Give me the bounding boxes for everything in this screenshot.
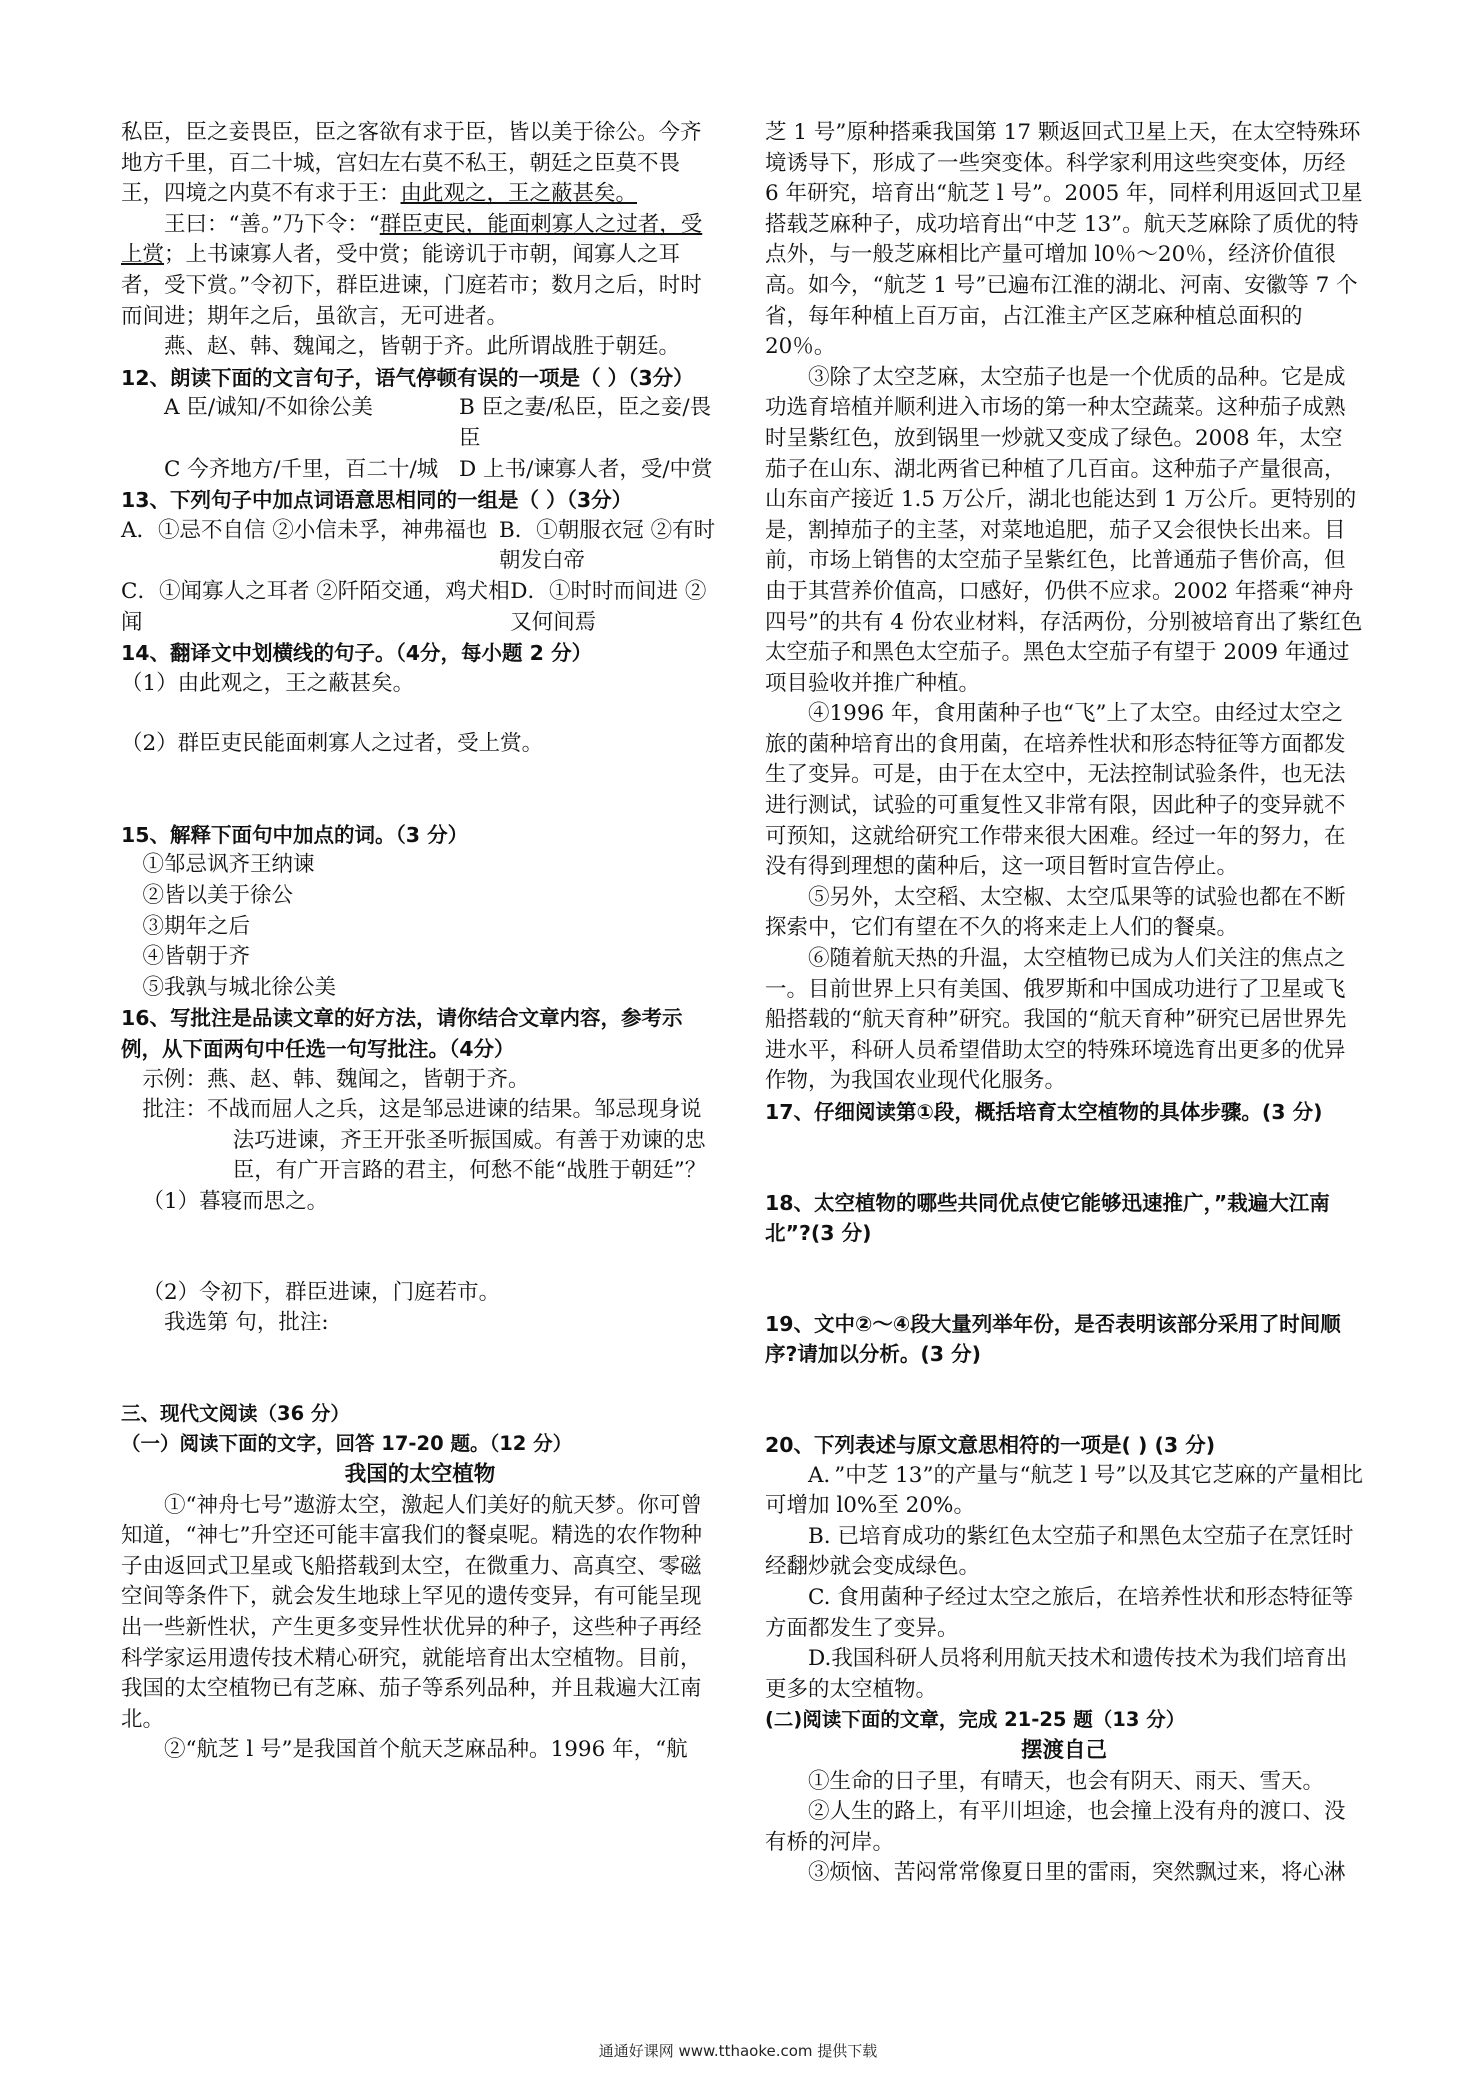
q13-option-b: B．①朝服衣冠 ②有时朝发白帝 xyxy=(499,517,716,574)
right-column xyxy=(765,118,1363,1889)
answer-space xyxy=(765,1128,1363,1188)
q15-item-1: ①邹忌讽齐王纳谏 xyxy=(142,852,315,878)
q13-option-c: C．①闻寡人之耳者 ②阡陌交通，鸡犬相闻 xyxy=(121,578,510,635)
underlined-sentence-1: 由此观之，王之蔽甚矣。 xyxy=(400,181,638,207)
answer-space xyxy=(121,1339,719,1399)
q12-options-row-2 xyxy=(121,455,719,486)
q13-option-a: A．①忌不自信 ②小信未孚，神弗福也 xyxy=(121,517,488,543)
passage-paragraph: 燕、赵、韩、魏闻之，皆朝于齐。此所谓战胜于朝廷。 xyxy=(164,334,681,360)
q12-option-a: A 臣/诚知/不如徐公美 xyxy=(164,395,373,421)
question-16: 16、写批注是品读文章的好方法，请你结合文章内容，参考示例，从下面两句中任选一句写批注。（4分） xyxy=(121,1006,683,1062)
article-1-paragraph-3: ③除了太空芝麻，太空茄子也是一个优质的品种。它是成功选育培植并顺利进入市场的第一种太空蔬菜。这种茄子成熟时呈紫红色，放到锅里一炒就又变成了绿色。2008 年，太空茄子在山东、湖北两省已种植了几百亩。这种茄子产量很高，山东亩产接近 1.5 万公斤，湖北也能达到 1 万公斤。更特别的是，割掉茄子的主茎，对菜地追肥，茄子又会很快长出来。目前，市场上销售的太空茄子呈紫红色，比普通茄子售价高，但由于其营养价值高，口感好，仍供不应求。2002 年搭乘“神舟四号”的共有 4 份农业材料，存活两份，分别被培育出了紫红色太空茄子和黑色太空茄子。黑色太空茄子有望于 2009 年通过项目验收并推广种植。 xyxy=(765,364,1363,696)
answer-space xyxy=(765,1370,1363,1430)
article-1-paragraph-5: ⑤另外，太空稻、太空椒、太空瓜果等的试验也都在不断探索中，它们有望在不久的将来走上人们的餐桌。 xyxy=(765,884,1346,941)
q13-option-d: D．①时时而间进 ②又何间焉 xyxy=(510,578,707,635)
left-column xyxy=(121,118,719,1766)
q16-item-2: （2）令初下，群臣进谏，门庭若市。 xyxy=(142,1279,501,1305)
section-3-heading: 三、现代文阅读（36 分） xyxy=(121,1401,350,1425)
article-2-paragraph-1: ①生命的日子里，有晴天，也会有阴天、雨天、雪天。 xyxy=(808,1768,1325,1794)
question-19: 19、文中②～④段大量列举年份，是否表明该部分采用了时间顺序?请加以分析。(3 分) xyxy=(765,1311,1341,1367)
passage-text: ；上书谏寡人者，受中赏；能谤讥于市朝，闻寡人之耳者，受下赏。”令初下，群臣进谏，门庭若市；数月之后，时时而间进；期年之后，虽欲言，无可进者。 xyxy=(121,242,702,329)
q16-annotation: 批注：不战而屈人之兵，这是邹忌进谏的结果。邹忌现身说法巧进谏，齐王开张圣听振国威。有善于劝谏的忠臣，有广开言路的君主，何愁不能“战胜于朝廷”？ xyxy=(142,1097,707,1184)
question-20: 20、下列表述与原文意思相符的一项是( ) (3 分) xyxy=(765,1432,1216,1457)
passage-text: 私臣，臣之妾畏臣，臣之客欲有求于臣，皆以美于徐公。今齐地方千里，百二十城，宫妇左右莫不私王，朝廷之臣莫不畏王，四境之内莫不有求于王： xyxy=(121,120,702,207)
article-1-paragraph-6: ⑥随着航天热的升温，太空植物已成为人们关注的焦点之一。目前世界上只有美国、俄罗斯和中国成功进行了卫星或飞船搭载的“航天育种”研究。我国的“航天育种”研究已居世界先进水平，科研人员希望借助太空的特殊环境选育出更多的优异作物，为我国农业现代化服务。 xyxy=(765,946,1347,1094)
question-12: 12、朗读下面的文言句子，语气停顿有误的一项是（ ）（3分） xyxy=(121,365,694,390)
q14-item-2: （2）群臣吏民能面刺寡人之过者，受上赏。 xyxy=(121,731,544,757)
q15-item-3: ③期年之后 xyxy=(142,913,251,939)
q16-item-1: （1）暮寝而思之。 xyxy=(142,1189,329,1214)
subsection-1-heading: （一）阅读下面的文字，回答 17-20 题。（12 分） xyxy=(121,1432,573,1456)
article-2-paragraph-2: ②人生的路上，有平川坦途，也会撞上没有舟的渡口、没有桥的河岸。 xyxy=(765,1799,1346,1855)
answer-space xyxy=(121,1218,719,1278)
q13-options-row-1 xyxy=(121,516,719,577)
article-1-paragraph-1: ①“神舟七号”遨游太空，激起人们美好的航天梦。你可曾知道，“神七”升空还可能丰富我们的餐桌呢。精选的农作物种子由返回式卫星或飞船搭载到太空，在微重力、高真空、零磁空间等条件下，就会发生地球上罕见的遗传变异，有可能呈现出一些新性状，产生更多变异性状优异的种子，这些种子再经科学家运用遗传技术精心研究，就能培育出太空植物。目前，我国的太空植物已有芝麻、茄子等系列品种，并且栽遍大江南北。 xyxy=(121,1492,702,1732)
q14-item-1: （1）由此观之，王之蔽甚矣。 xyxy=(121,670,415,696)
article-1-paragraph-2-cont: 芝 1 号”原种搭乘我国第 17 颗返回式卫星上天，在太空特殊环境诱导下，形成了一些突变体。科学家利用这些突变体，历经 6 年研究，培育出“航芝 l 号”。2005 年，同样利用返回式卫星搭载芝麻种子，成功培育出“中芝 13”。航天芝麻除了质优的特点外，与一般芝麻相比产量可增加 l0％～20％，经济价值很高。如今，“航芝 1 号”已遍布江淮的湖北、河南、安徽等 7 个省，每年种植上百万亩，占江淮主产区芝麻种植总面积的 20％。 xyxy=(765,120,1363,360)
question-14: 14、翻译文中划横线的句子。（4分，每小题 2 分） xyxy=(121,641,593,666)
q12-option-c: C 今齐地方/千里，百二十/城 xyxy=(164,456,439,482)
subsection-2-heading: (二)阅读下面的文章，完成 21-25 题（13 分） xyxy=(765,1708,1186,1732)
passage-paragraph xyxy=(121,210,719,332)
article-2-title: 摆渡自己 xyxy=(1020,1737,1107,1763)
q16-example: 示例：燕、赵、韩、魏闻之，皆朝于齐。 xyxy=(142,1066,530,1092)
q15-item-5: ⑤我孰与城北徐公美 xyxy=(142,974,337,1000)
question-18: 18、太空植物的哪些共同优点使它能够迅速推广，”栽遍大江南北”?(3 分) xyxy=(765,1190,1330,1246)
underlined-sentence-2: 群臣吏民，能面刺寡人之过者，受上赏 xyxy=(121,211,703,268)
passage-paragraph xyxy=(121,118,719,210)
q20-option-c: C. 食用菌种子经过太空之旅后，在培养性状和形态特征等方面都发生了变异。 xyxy=(765,1584,1354,1641)
answer-space xyxy=(121,699,719,729)
q20-option-a: A．”中芝 13”的产量与“航芝 l 号”以及其它芝麻的产量相比可增加 l0%至 20%。 xyxy=(765,1462,1363,1519)
article-1-paragraph-4: ④1996 年，食用菌种子也“飞”上了太空。由经过太空之旅的菌种培育出的食用菌，在培养性状和形态特征等方面都发生了变异。可是，由于在太空中，无法控制试验条件，也无法进行测试，试验的可重复性又非常有限，因此种子的变异就不可预知，这就给研究工作带来很大困难。经过一年的努力，在没有得到理想的菌种后，这一项目暂时宣告停止。 xyxy=(765,701,1346,880)
answer-space xyxy=(121,760,719,820)
passage-text: 王曰：“善。”乃下令：“ xyxy=(164,211,380,237)
page-footer: 通通好课网 www.tthaoke.com 提供下载 xyxy=(598,2042,878,2060)
q13-options-row-2 xyxy=(121,577,719,638)
q12-option-b: B 臣之妻/私臣，臣之妾/畏臣 xyxy=(459,395,712,451)
q15-item-4: ④皆朝于齐 xyxy=(142,944,251,970)
question-13: 13、下列句子中加点词语意思相同的一组是（ ）（3分） xyxy=(121,488,633,513)
q15-item-2: ②皆以美于徐公 xyxy=(142,883,294,909)
q20-option-d: D.我国科研人员将利用航天技术和遗传技术为我们培育出更多的太空植物。 xyxy=(765,1646,1348,1702)
article-1-paragraph-2: ②“航芝 l 号”是我国首个航天芝麻品种。1996 年，“航 xyxy=(164,1737,688,1763)
question-17: 17、仔细阅读第①段，概括培育太空植物的具体步骤。(3 分) xyxy=(765,1100,1323,1124)
article-1-title: 我国的太空植物 xyxy=(344,1461,496,1487)
question-15: 15、解释下面句中加点的词。（3 分） xyxy=(121,822,469,847)
q12-options-row-1 xyxy=(121,393,719,454)
q20-option-b: B. 已培育成功的紫红色太空茄子和黑色太空茄子在烹饪时经翻炒就会变成绿色。 xyxy=(765,1523,1354,1580)
q12-option-d: D 上书/谏寡人者，受/中赏 xyxy=(459,456,713,482)
answer-space xyxy=(765,1249,1363,1309)
q16-choice-line: 我选第 句，批注: xyxy=(164,1310,329,1336)
article-2-paragraph-3: ③烦恼、苦闷常常像夏日里的雷雨，突然飘过来，将心淋 xyxy=(808,1860,1346,1886)
